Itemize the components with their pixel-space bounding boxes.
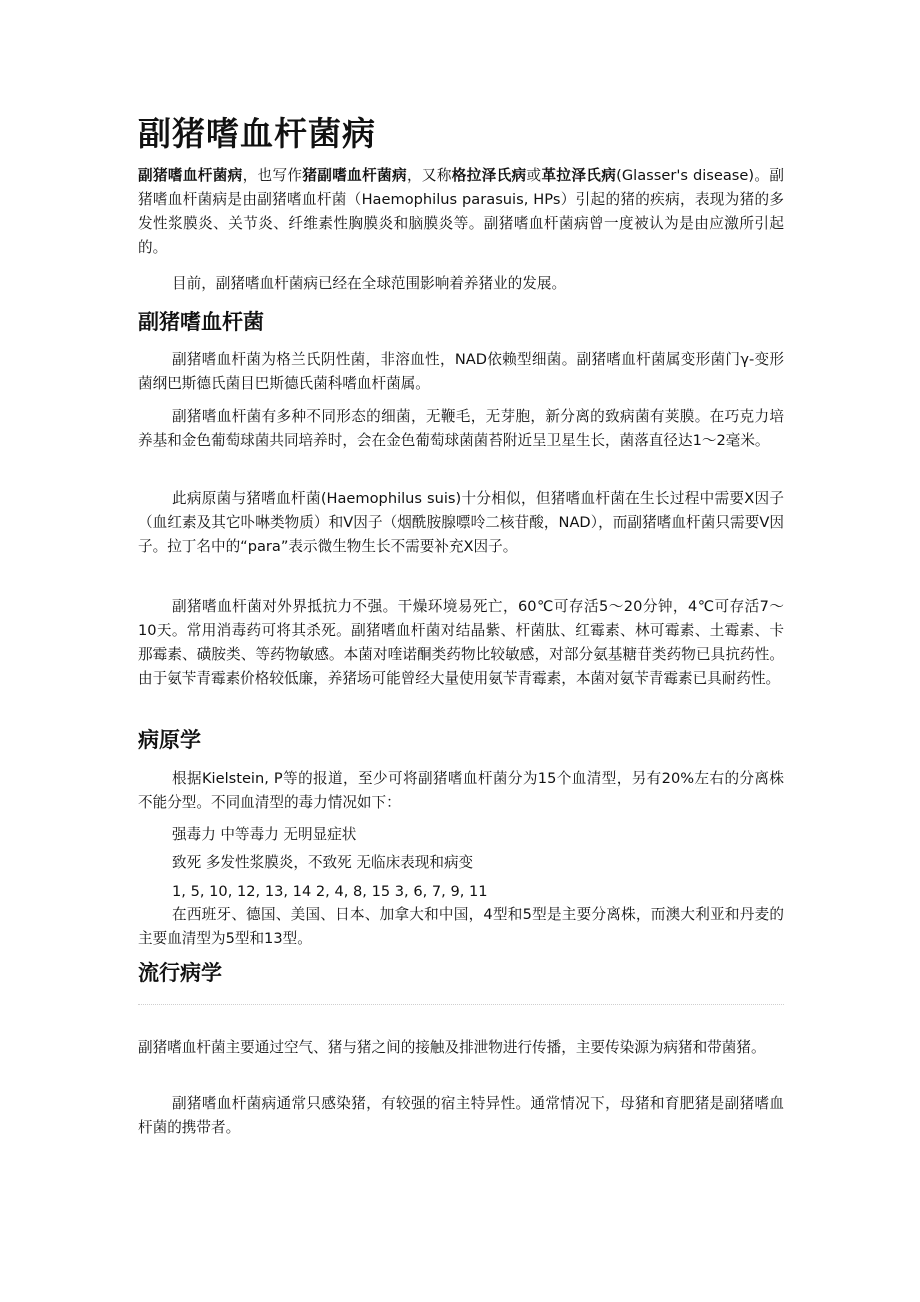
section-heading-bacterium: 副猪嗜血杆菌 xyxy=(138,310,264,334)
bold-term: 猪副嗜血杆菌病 xyxy=(302,167,407,184)
etiology-paragraph-1: 根据Kielstein, P等的报道，至少可将副猪嗜血杆菌分为15个血清型，另有20%左右的分离株不能分型。不同血清型的毒力情况如下： xyxy=(138,770,784,811)
intro-text-run: 或 xyxy=(526,167,542,184)
bold-term: 格拉泽氏病 xyxy=(451,167,527,184)
section-heading-epidemiology: 流行病学 xyxy=(138,961,222,985)
intro-paragraph xyxy=(138,164,784,260)
serotype-row-effects: 致死 多发性浆膜炎，不致死 无临床表现和病变 xyxy=(172,854,474,871)
epidemiology-paragraph-2: 副猪嗜血杆菌病通常只感染猪，有较强的宿主特异性。通常情况下，母猪和育肥猪是副猪嗜血杆菌的携带者。 xyxy=(138,1095,784,1136)
page-title: 副猪嗜血杆菌病 xyxy=(138,114,376,153)
intro-text-run: ，又称 xyxy=(406,167,452,184)
serotype-row-virulence: 强毒力 中等毒力 无明显症状 xyxy=(172,826,357,843)
bold-term: 副猪嗜血杆菌病 xyxy=(138,167,243,184)
section-divider xyxy=(138,1004,784,1005)
section-heading-etiology: 病原学 xyxy=(138,728,201,752)
bacterium-paragraph-2: 副猪嗜血杆菌有多种不同形态的细菌，无鞭毛，无芽胞，新分离的致病菌有荚膜。在巧克力培养基和金色葡萄球菌共同培养时，会在金色葡萄球菌菌苔附近呈卫星生长，菌落直径达1～2毫米。 xyxy=(138,408,784,449)
serotype-row-types: 1, 5, 10, 12, 13, 14 2, 4, 8, 15 3, 6, 7, 9, 11 xyxy=(172,883,488,900)
epidemiology-paragraph-1: 副猪嗜血杆菌主要通过空气、猪与猪之间的接触及排泄物进行传播，主要传染源为病猪和带菌猪。 xyxy=(138,1039,766,1056)
intro-text-run: ，也写作 xyxy=(242,167,303,184)
intro-text-run: (Glasser's disease)。副猪嗜血杆菌病是由副猪嗜血杆菌（Haemophilus parasuis, HPs）引起的猪的疾病，表现为猪的多发性浆膜炎、关节炎、纤维素性胸膜炎和脑膜炎等。副猪嗜血杆菌病曾一度被认为是由应激所引起的。 xyxy=(138,167,784,256)
bold-term: 革拉泽氏病 xyxy=(541,167,617,184)
intro-paragraph-2: 目前，副猪嗜血杆菌病已经在全球范围影响着养猪业的发展。 xyxy=(172,275,567,292)
bacterium-paragraph-3: 此病原菌与猪嗜血杆菌(Haemophilus suis)十分相似，但猪嗜血杆菌在生长过程中需要X因子（血红素及其它卟啉类物质）和V因子（烟酰胺腺嘌呤二核苷酸，NAD），而副猪嗜血杆菌只需要V因子。拉丁名中的“para”表示微生物生长不需要补充X因子。 xyxy=(138,490,784,555)
bacterium-paragraph-1: 副猪嗜血杆菌为格兰氏阴性菌，非溶血性，NAD依赖型细菌。副猪嗜血杆菌属变形菌门γ-变形菌纲巴斯德氏菌目巴斯德氏菌科嗜血杆菌属。 xyxy=(138,351,784,392)
bacterium-paragraph-4: 副猪嗜血杆菌对外界抵抗力不强。干燥环境易死亡，60℃可存活5～20分钟，4℃可存活7～10天。常用消毒药可将其杀死。副猪嗜血杆菌对结晶紫、杆菌肽、红霉素、林可霉素、土霉素、卡那霉素、磺胺类、等药物敏感。本菌对喹诺酮类药物比较敏感，对部分氨基糖苷类药物已具抗药性。由于氨苄青霉素价格较低廉，养猪场可能曾经大量使用氨苄青霉素，本菌对氨苄青霉素已具耐药性。 xyxy=(138,598,784,687)
etiology-paragraph-2: 在西班牙、德国、美国、日本、加拿大和中国，4型和5型是主要分离株，而澳大利亚和丹麦的主要血清型为5型和13型。 xyxy=(138,906,784,947)
